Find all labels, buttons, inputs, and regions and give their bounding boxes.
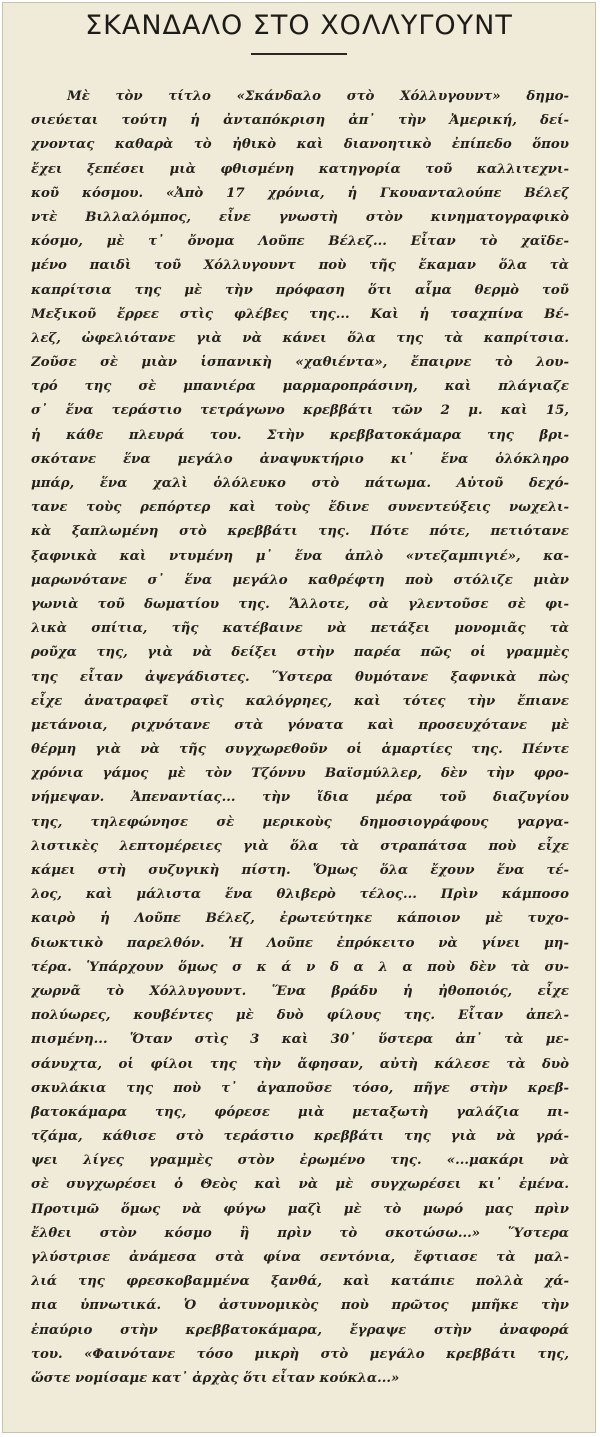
- article-line: τρό της σὲ μπανιέρα μαρμαροπράσινη, καὶ πλάγιαζε: [31, 379, 569, 395]
- article-line: διωκτικὸ παρελθόν. Ἡ Λοῦπε ἐπρόκειτο νὰ γίνει μη-: [31, 935, 569, 951]
- article-line: μένο παιδὶ τοῦ Χόλλυγουντ ποὺ τῆς ἔκαμαν ὅλα τὰ: [31, 258, 569, 274]
- article-line: λιστικὲς λεπτομέρειες γιὰ ὅλα τὰ στραπάτσα ποὺ εἶχε: [31, 838, 569, 854]
- article-line: σὲ συγχωρέσει ὁ Θεὸς καὶ νὰ μὲ συγχωρέσει κι᾽ ἐμένα.: [31, 1177, 569, 1193]
- article-line: λεζ, ὠφελιότανε γιὰ νὰ κάνει ὅλα της τὰ καπρίτσια.: [31, 330, 569, 346]
- article-line: Προτιμῶ ὅμως νὰ φύγω μαζὶ μὲ τὸ μωρό μας πρὶν: [31, 1201, 569, 1217]
- article-line: Μεξικοῦ ἔρρεε στὶς φλέβες της... Καὶ ἡ τσαχπίνα Βέ-: [31, 306, 569, 322]
- article-line: σ᾽ ἕνα τεράστιο τετράγωνο κρεββάτι τῶν 2 μ. καὶ 15,: [31, 403, 569, 419]
- article-line: λικὰ σπίτια, τῆς κατέβαινε νὰ πετάξει μονομιᾶς τὰ: [31, 621, 569, 637]
- article-line: κὰ ξαπλωμένη στὸ κρεββάτι της. Πότε πότε, πετιότανε: [31, 524, 569, 540]
- article-line: μαρωνότανε σ᾽ ἕνα μεγάλο καθρέφτη ποὺ στόλιζε μιὰν: [31, 572, 569, 588]
- article-line: ξαφνικὰ καὶ ντυμένη μ᾽ ἕνα ἁπλὸ «ντεζαμπιγιέ», κα-: [31, 548, 569, 564]
- title-underline: [251, 53, 347, 55]
- article-line: πολύωρες, κουβέντες μὲ δυὸ φίλους της. Εἶταν ἀπελ-: [31, 1008, 569, 1024]
- article-title: ΣΚΑΝΔΑΛΟ ΣΤΟ ΧΟΛΛΥΓΟΥΝΤ: [85, 10, 513, 41]
- article-line: σκότανε ἕνα μεγάλο ἀναψυκτήριο κι᾽ ἕνα ὁλόκληρο: [31, 451, 569, 467]
- article-line: θέρμη γιὰ νὰ τῆς συγχωρεθοῦν οἱ ἁμαρτίες της. Πέντε: [31, 742, 569, 758]
- article-line: κάμει στὴ συζυγικὴ πίστη. Ὅμως ὅλα ἔχουν ἕνα τέ-: [31, 863, 569, 878]
- article-line: λος, καὶ μάλιστα ἕνα θλιβερὸ τέλος... Πρὶν κάμποσο: [31, 887, 569, 903]
- article-line: λιά της φρεσκοβαμμένα ξανθά, καὶ κατάπιε πολλὰ χά-: [31, 1274, 569, 1290]
- article-line: σάνυχτα, οἱ φίλοι της τὴν ἄφησαν, αὐτὴ κάλεσε τὰ δυὸ: [31, 1056, 569, 1072]
- article-line: σιεύεται τούτη ἡ ἀνταπόκριση ἀπ᾽ τὴν Ἀμερική, δεί-: [31, 113, 569, 129]
- article-line: ὥστε νομίσαμε κατ᾽ ἀρχὰς ὅτι εἶταν κούκλα...»: [31, 1370, 400, 1386]
- article-line: εἶχε ἀνατραφεῖ στὶς καλόγρηες, καὶ τότες τὴν ἔπιανε: [31, 693, 569, 709]
- article-line: τέρα. Ὑπάρχουν ὅμως σ κ ά ν δ α λ α ποὺ δὲν τὰ συ-: [31, 959, 569, 975]
- article-line: Ζοῦσε σὲ μιὰν ἱσπανικὴ «χαθιέντα», ἔπαιρνε τὸ λου-: [31, 355, 569, 371]
- article-line: πισμένη... Ὅταν στὶς 3 καὶ 30᾽ ὕστερα ἀπ᾽ τὰ με-: [31, 1032, 569, 1048]
- article-line: τζάμα, κάθισε στὸ τεράστιο κρεββάτι της γιὰ νὰ γρά-: [31, 1129, 569, 1145]
- article-body: [31, 85, 569, 1391]
- article-line: της, τηλεφώνησε σὲ μερικοὺς δημοσιογράφους γαργα-: [31, 814, 569, 830]
- article-line: ψει λίγες γραμμὲς στὸν ἐρωμένο της. «...μακάρι νὰ: [31, 1153, 569, 1169]
- article-line: γωνιὰ τοῦ δωματίου της. Ἄλλοτε, σὰ γλεντοῦσε σὲ φι-: [31, 596, 569, 612]
- article-line: κόσμο, μὲ τ᾽ ὄνομα Λοῦπε Βέλεζ... Εἶταν τὸ χαϊδε-: [31, 234, 569, 250]
- article-line: νήμεψαν. Ἀπεναντίας... τὴν ἴδια μέρα τοῦ διαζυγίου: [31, 790, 569, 806]
- article-line: κοῦ κόσμου. «Ἀπὸ 17 χρόνια, ἡ Γκουανταλούπε Βέλεζ: [31, 185, 569, 201]
- article-line: ἡ κάθε πλευρά του. Στὴν κρεββατοκάμαρα της βρι-: [31, 427, 569, 443]
- article-line: πια ὑπνωτικά. Ὁ ἀστυνομικὸς ποὺ πρῶτος μπῆκε τὴν: [31, 1298, 569, 1314]
- article-line: ροῦχα της, γιὰ νὰ δείξει στὴν παρέα πῶς οἱ γραμμὲς: [31, 645, 569, 661]
- article-line: χωρνᾶ τὸ Χόλλυγουντ. Ἕνα βράδυ ἡ ἠθοποιός, εἶχε: [31, 983, 569, 999]
- article-line: βατοκάμαρα της, φόρεσε μιὰ μεταξωτὴ γαλάζια πι-: [31, 1104, 569, 1120]
- article-line: χνοντας καθαρὰ τὸ ἠθικὸ καὶ διανοητικὸ ἐπίπεδο ὅπου: [31, 137, 569, 153]
- article-line: της εἶταν ἀψεγάδιστες. Ὕστερα θυμότανε ξαφνικὰ πὼς: [31, 669, 569, 685]
- article-line: ἔχει ξεπέσει μιὰ φθισμένη κατηγορία τοῦ καλλιτεχνι-: [31, 161, 569, 177]
- newspaper-clipping: [2, 2, 596, 1433]
- article-line: χρόνια γάμος μὲ τὸν Τζόννυ Βαϊσμύλλερ, δὲν τὴν φρο-: [31, 766, 569, 782]
- article-line: ντὲ Βιλλαλόμπος, εἶνε γνωστὴ στὸν κινηματογραφικὸ: [31, 209, 569, 225]
- article-line: καιρὸ ἡ Λοῦπε Βέλεζ, ἐρωτεύτηκε κάποιον μὲ τυχο-: [31, 911, 569, 927]
- article-line: γλύστρισε ἀνάμεσα στὰ φίνα σεντόνια, ἔφτιασε τὰ μαλ-: [31, 1250, 569, 1265]
- article-line: Μὲ τὸν τίτλο «Σκάνδαλο στὸ Χόλλυγουντ» δημο-: [67, 89, 569, 104]
- article-line: σκυλάκια της ποὺ τ᾽ ἀγαποῦσε τόσο, πῆγε στὴν κρεβ-: [31, 1080, 569, 1096]
- article-line: τανε τοὺς ρεπόρτερ καὶ τοὺς ἔδινε συνεντεύξεις νωχελι-: [31, 500, 569, 516]
- article-line: μπάρ, ἕνα χαλὶ ὁλόλευκο στὸ πάτωμα. Αὐτοῦ δεχό-: [31, 476, 569, 491]
- article-line: του. «Φαινότανε τόσο μικρὴ στὸ μεγάλο κρεββάτι της,: [31, 1346, 569, 1362]
- article-line: καπρίτσια της μὲ τὴν πρόφαση ὅτι αἷμα θερμὸ τοῦ: [31, 282, 569, 298]
- article-line: μετάνοια, ριχνότανε στὰ γόνατα καὶ προσευχότανε μὲ: [31, 717, 569, 733]
- article-line: ἐπαύριο στὴν κρεββατοκάμαρα, ἔγραψε στὴν ἀναφορά: [31, 1322, 569, 1338]
- article-line: ἔλθει στὸν κόσμο ἢ πρὶν τὸ σκοτώσω...» Ὕστερα: [31, 1225, 569, 1241]
